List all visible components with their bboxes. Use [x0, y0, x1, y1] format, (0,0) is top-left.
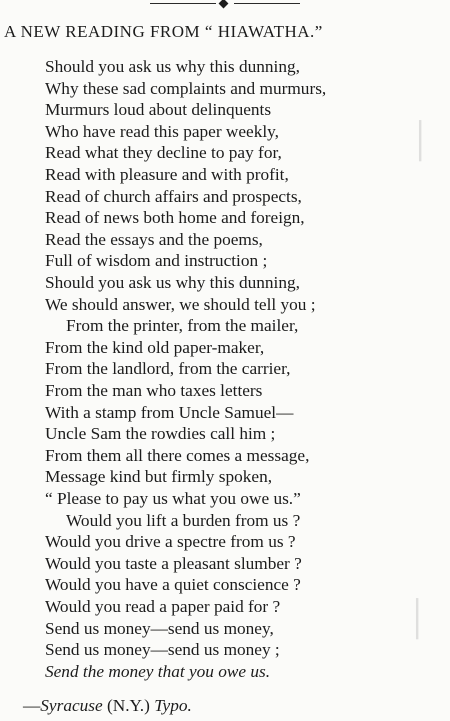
poem-line: Would you lift a burden from us ? [66, 511, 301, 530]
poem-line: Send the money that you owe us. [45, 662, 271, 681]
poem-line: With a stamp from Uncle Samuel— [45, 403, 294, 422]
poem-line: From the printer, from the mailer, [66, 316, 299, 335]
poem-line: Read the essays and the poems, [45, 230, 263, 249]
poem-line: From them all there comes a message, [45, 446, 310, 465]
poem-line: Should you ask us why this dunning, [45, 57, 300, 76]
poem-line: Message kind but firmly spoken, [45, 467, 273, 486]
poem-line: Would you taste a pleasant slumber ? [45, 554, 302, 573]
poem-line: We should answer, we should tell you ; [45, 295, 316, 314]
byline-place: (N.Y.) [102, 696, 155, 715]
byline-paper: Typo. [154, 696, 192, 715]
show-through-mark: │ [405, 600, 430, 637]
poem-line: Read of news both home and foreign, [45, 208, 305, 227]
poem-line: From the kind old paper-maker, [45, 338, 265, 357]
poem-line: Would you drive a spectre from us ? [45, 532, 296, 551]
diamond-icon [219, 0, 229, 8]
ornament-right-rule [234, 3, 300, 4]
byline-dash: — [23, 696, 41, 715]
ornament-left-rule [150, 3, 216, 4]
poem-line: Why these sad complaints and murmurs, [45, 79, 327, 98]
poem-line: Would you read a paper paid for ? [45, 597, 281, 616]
poem-line: Murmurs loud about delinquents [45, 100, 272, 119]
poem-line: Read what they decline to pay for, [45, 143, 282, 162]
poem-line: Send us money—send us money ; [45, 640, 280, 659]
byline [23, 695, 192, 717]
byline-source: Syracuse [40, 696, 103, 715]
poem-line: From the man who taxes letters [45, 381, 263, 400]
poem-line: Read with pleasure and with profit, [45, 165, 289, 184]
title-ornament-rule [150, 0, 300, 8]
show-through-mark: │ [408, 122, 433, 159]
poem-line: From the landlord, from the carrier, [45, 359, 291, 378]
poem-line: Read of church affairs and prospects, [45, 187, 302, 206]
poem-line: Should you ask us why this dunning, [45, 273, 300, 292]
poem-line: Full of wisdom and instruction ; [45, 251, 268, 270]
poem-line: Would you have a quiet conscience ? [45, 575, 301, 594]
poem-line: Who have read this paper weekly, [45, 122, 279, 141]
poem-line: “ Please to pay us what you owe us.” [45, 489, 301, 508]
poem-title: A NEW READING FROM “ HIAWATHA.” [4, 22, 323, 41]
poem-line: Uncle Sam the rowdies call him ; [45, 424, 276, 443]
poem-line: Send us money—send us money, [45, 619, 274, 638]
